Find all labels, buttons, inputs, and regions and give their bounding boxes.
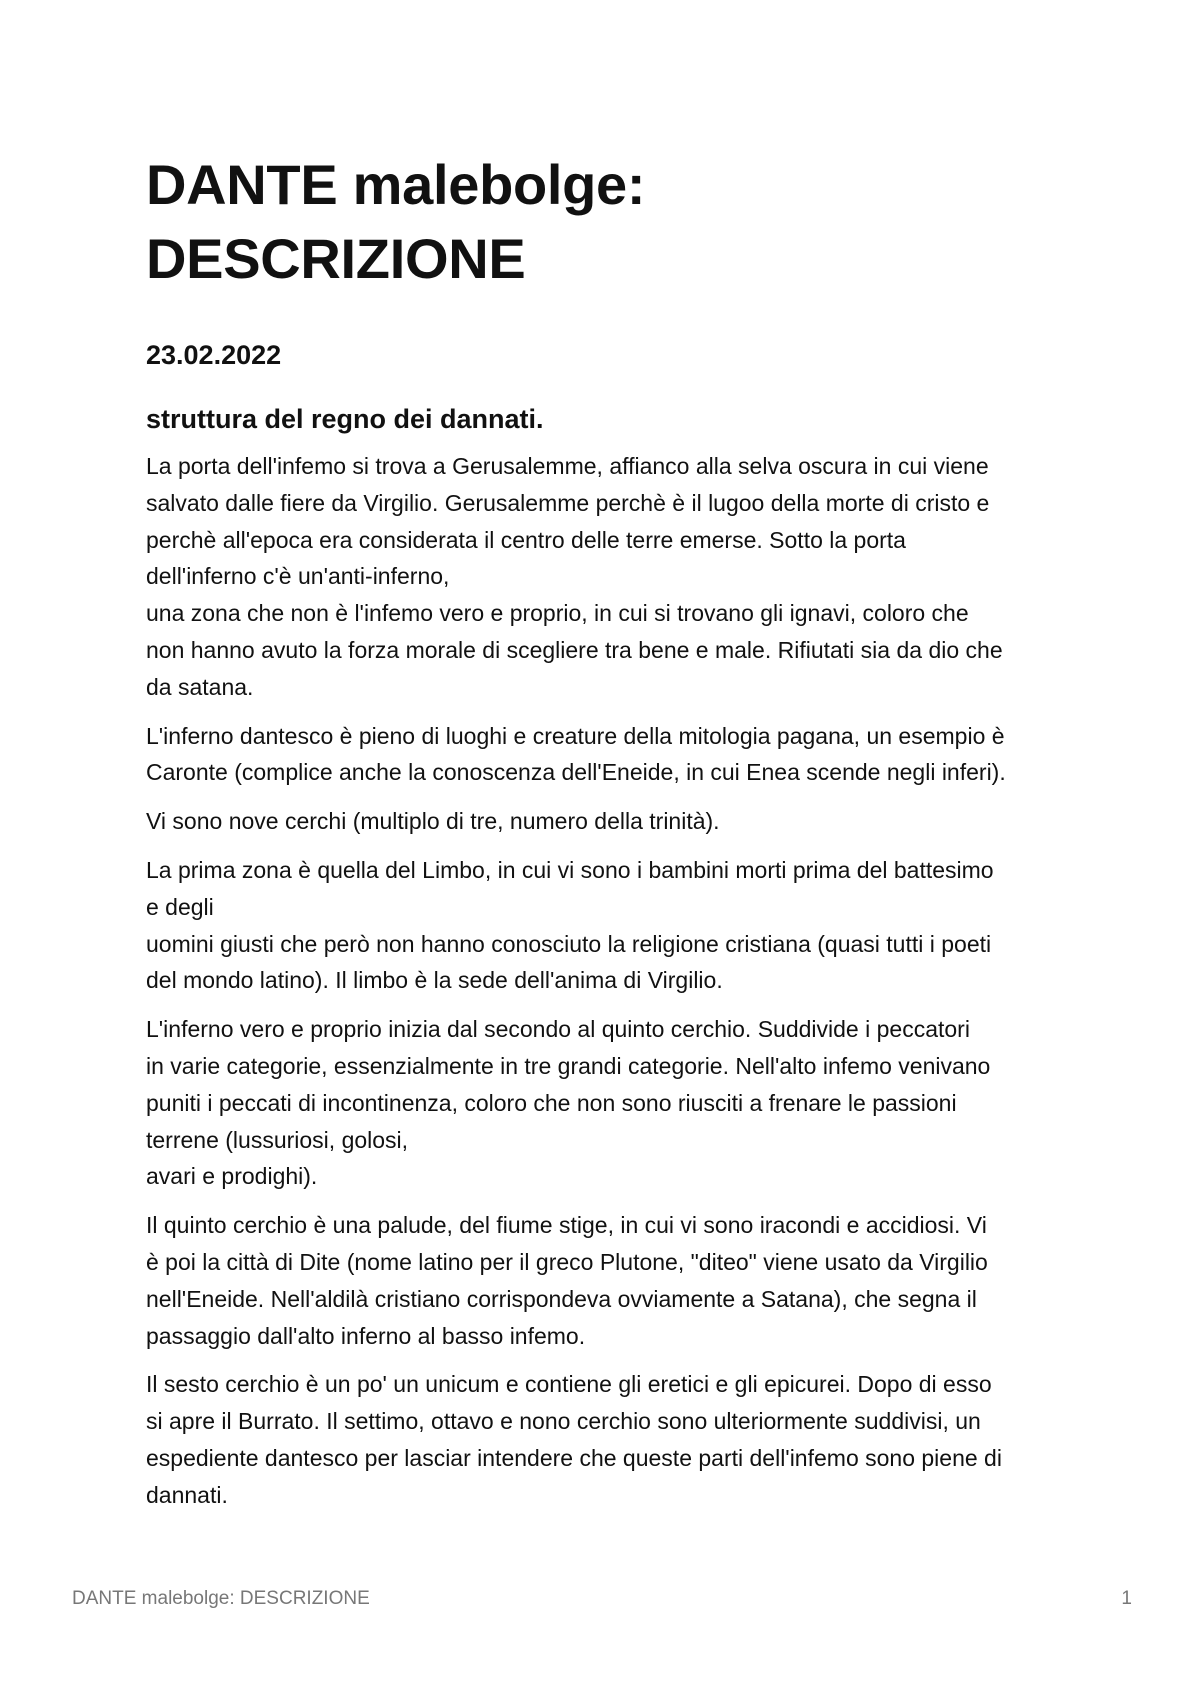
document-body [146, 448, 1066, 1526]
page-title [146, 148, 1066, 296]
paragraph: Vi sono nove cerchi (multiplo di tre, numero della trinità). [146, 808, 720, 835]
paragraph: La prima zona è quella del Limbo, in cui vi sono i bambini morti prima del battesimo e degli uomini giusti che però non hanno conosciuto la religione cristiana (quasi tutti i poeti del mondo latino). Il limbo è la sede dell'anima di Virgilio. [146, 856, 994, 994]
document-date: 23.02.2022 [146, 340, 282, 370]
page-content [146, 148, 1066, 1508]
page-number: 1 [1121, 1588, 1132, 1609]
paragraph: L'inferno vero e proprio inizia dal secondo al quinto cerchio. Suddivide i peccatori in varie categorie, essenzialmente in tre grandi categorie. Nell'alto infemo venivano puniti i peccati di incontinenza, coloro che non sono riusciti a frenare le passioni terrene (lussuriosi, golosi, avari e prodighi). [146, 1016, 991, 1190]
paragraph: La porta dell'infemo si trova a Gerusalemme, affianco alla selva oscura in cui viene salvato dalle fiere da Virgilio. Gerusalemme perchè è il lugoo della morte di cristo e perchè all'epoca era considerata il centro delle terre emerse. Sotto la porta dell'inferno c'è un'anti-inferno, una zona che non è l'infemo vero e proprio, in cui si trovano gli ignavi, coloro che non hanno avuto la forza morale di scegliere tra bene e male. Rifiutati sia da dio che da satana. [146, 453, 1003, 700]
section-heading: struttura del regno dei dannati. [146, 404, 544, 434]
paragraph: L'inferno dantesco è pieno di luoghi e creature della mitologia pagana, un esempio è Caronte (complice anche la conoscenza dell'Eneide, in cui Enea scende negli inferi). [146, 722, 1006, 786]
footer-title: DANTE malebolge: DESCRIZIONE [72, 1588, 370, 1609]
paragraph: Il quinto cerchio è una palude, del fiume stige, in cui vi sono iracondi e accidiosi. Vi è poi la città di Dite (nome latino per il greco Plutone, "diteo" viene usato da Virgilio nell'Eneide. Nell'aldilà cristiano corrispondeva ovviamente a Satana), che segna il passaggio dall'alto inferno al basso infemo. [146, 1212, 988, 1349]
title-line-1: DANTE malebolge: [146, 153, 646, 216]
title-line-2: DESCRIZIONE [146, 227, 526, 290]
paragraph: Il sesto cerchio è un po' un unicum e contiene gli eretici e gli epicurei. Dopo di esso si apre il Burrato. Il settimo, ottavo e nono cerchio sono ulteriormente suddivisi, un espediente dantesco per lasciar intendere che queste parti dell'infemo sono piene di dannati. [146, 1371, 1002, 1508]
